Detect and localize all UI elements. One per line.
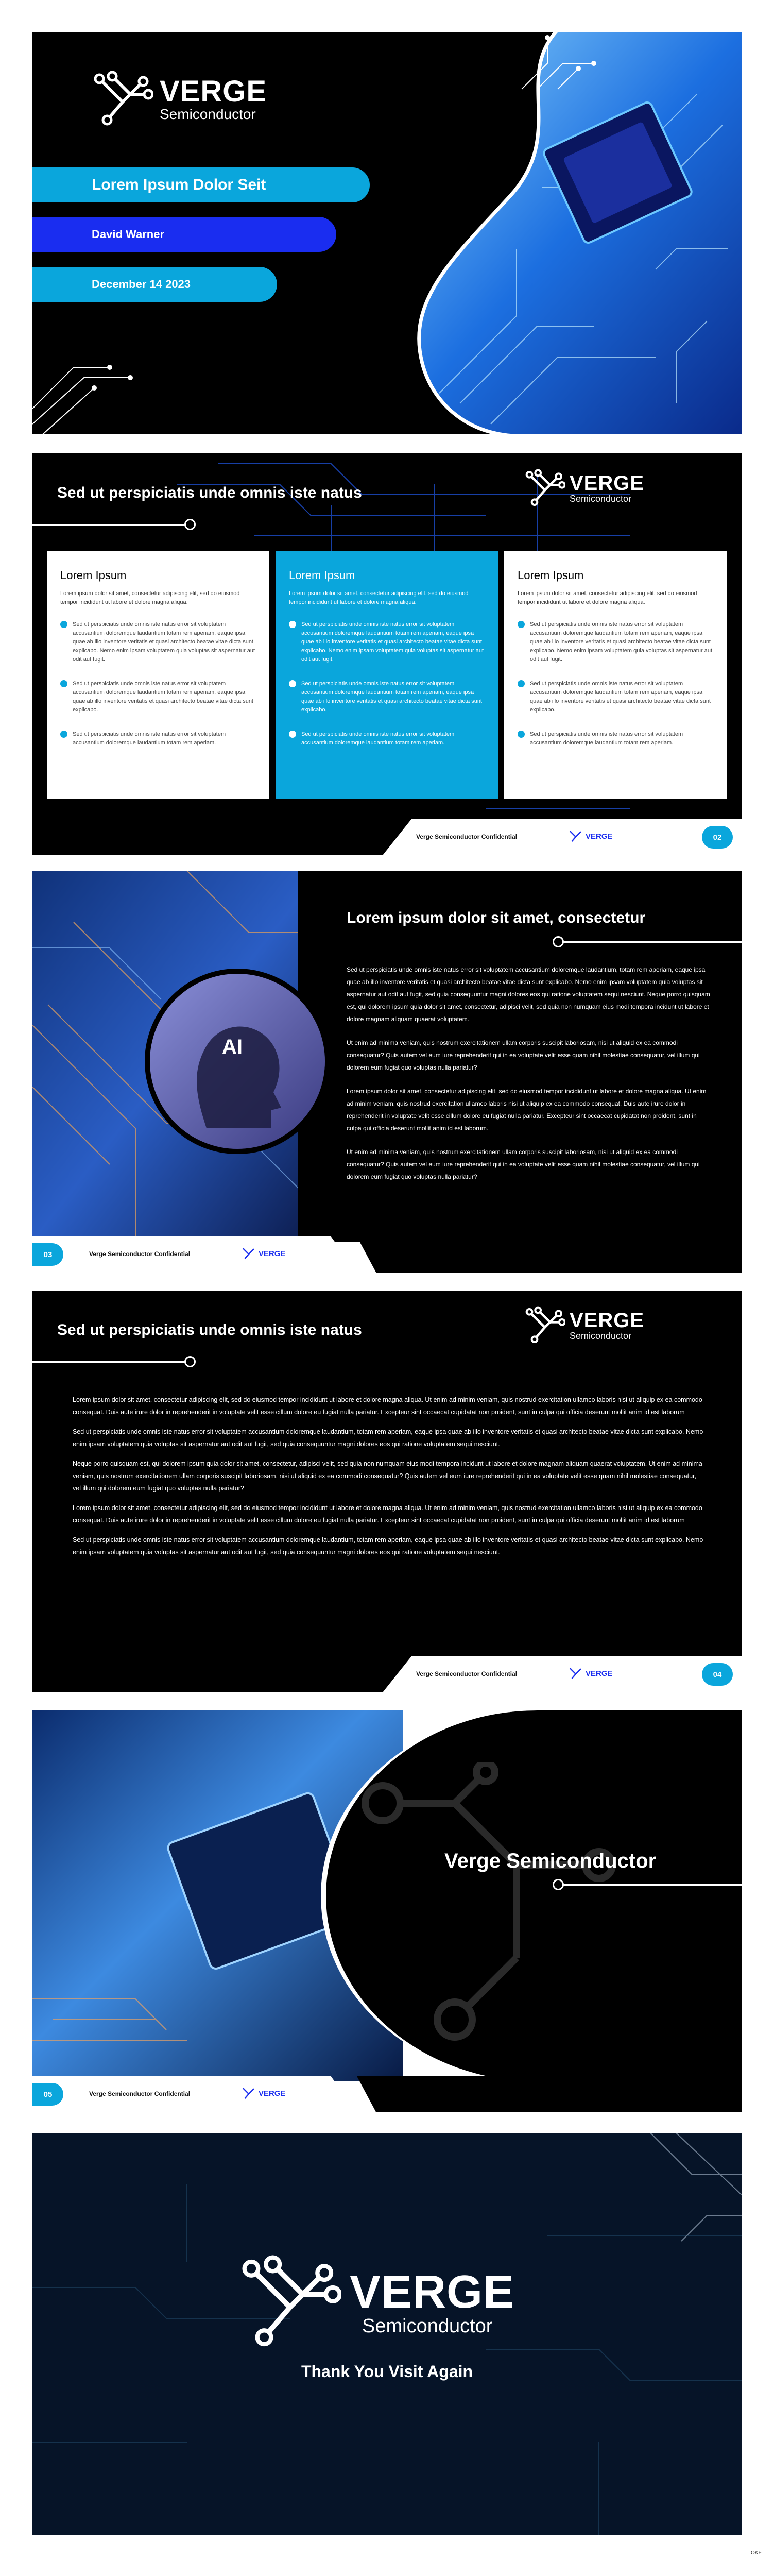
- bullet-icon: [289, 680, 296, 687]
- footer-logo: [568, 1666, 613, 1681]
- footer: [32, 2076, 357, 2112]
- paragraph: Ut enim ad minima veniam, quis nostrum exercitationem ullam corporis suscipit laboriosam, nisi ut aliquid ex ea commodi consequatur? Quis autem vel eum iure reprehenderit qui in ea voluptate velit esse quam nihil molestiae consequatur, vel illum qui dolorem eum fugiat quo voluptas nulla pariatur?: [347, 1148, 700, 1180]
- footer-brand: VERGE: [259, 2089, 286, 2098]
- title-underline: [32, 1361, 187, 1363]
- paragraph: Sed ut perspiciatis unde omnis iste natus error sit voluptatem accusantium doloremque laudantium, totam rem aperiam, eaque ipsa quae ab illo inventore veritatis et quasi architecto beatae vitae dicta sunt explicabo. Nemo enim ipsam voluptatem quia voluptas sit aspernatur aut odit aut fugit, sed quia consequuntur magni dolores eos qui ratione voluptatem sequi nesciunt. Neque porro quisquam est, qui dolorem ipsum quia dolor sit amet, consectetur, adipisci velit, sed quia non numquam eius modi tempora incidunt ut labore et dolore magnam aliquam quaerat voluptatem.: [347, 966, 710, 1023]
- logo: [92, 69, 267, 130]
- circuit-decor-icon: [32, 347, 151, 434]
- logo: [238, 2251, 514, 2354]
- list-item: Sed ut perspiciatis unde omnis iste natus error sit voluptatem accusantium doloremque laudantium totam rem aperiam.: [60, 730, 256, 748]
- paragraph: Lorem ipsum dolor sit amet, consectetur adipiscing elit, sed do eiusmod tempor incididunt ut labore et dolore magna aliqua. Ut enim ad minim veniam, quis nostrud exercitation ullamco laboris nisi ut aliquip ex ea commodo consequat. Duis aute irure dolor in reprehenderit in voluptate velit esse cillum dolore eu fugiat nulla pariatur. Excepteur sint occaecat cupidatat non proident, sunt in culpa qui officia deserunt mollit anim id est laborum: [73, 1504, 702, 1524]
- brand-sub: Semiconductor: [570, 493, 632, 504]
- footer-brand: VERGE: [259, 1249, 286, 1258]
- ai-head-icon: [150, 974, 325, 1149]
- card-1: [47, 551, 269, 799]
- footer-label: Verge Semiconductor Confidential: [416, 833, 518, 840]
- page-number: 02: [702, 826, 733, 849]
- body-text: [347, 963, 712, 1194]
- footer-label: Verge Semiconductor Confidential: [416, 1670, 518, 1677]
- title-underline-node: [553, 1879, 564, 1890]
- list-item: Sed ut perspiciatis unde omnis iste natus error sit voluptatem accusantium doloremque laudantium totam rem aperiam, eaque ipsa quae ab illo inventore veritatis et quasi architecto beatae vitae dicta sunt explicabo.: [60, 680, 256, 715]
- date-pill: December 14 2023: [32, 267, 277, 302]
- network-decor-icon: [352, 1762, 640, 2050]
- list-item: Sed ut perspiciatis unde omnis iste natus error sit voluptatem accusantium doloremque laudantium totam rem aperiam, eaque ipsa quae ab illo inventore veritatis et quasi architecto beatae vitae dicta sunt explicabo. Nemo enim ipsam voluptatem quia voluptas sit aspernatur aut odit aut fugit.: [60, 620, 256, 664]
- slide-cards: [32, 453, 742, 855]
- slide-title: Verge Semiconductor: [444, 1850, 657, 1872]
- title-underline-node: [184, 1356, 196, 1367]
- page-number: 03: [32, 1243, 63, 1266]
- footer-label: Verge Semiconductor Confidential: [89, 1250, 191, 1258]
- slide-ai: [32, 871, 742, 1273]
- verge-logo-icon: [241, 2086, 256, 2101]
- footer-logo: [568, 828, 613, 844]
- slide-thanks: [32, 2133, 742, 2535]
- paragraph: Lorem ipsum dolor sit amet, consectetur adipiscing elit, sed do eiusmod tempor incididunt ut labore et dolore magna aliqua. Ut enim ad minim veniam, quis nostrud exercitation ullamco laboris nisi ut aliquip ex ea commodo consequat. Duis aute irure dolor in reprehenderit in voluptate velit esse cillum dolore eu fugiat nulla pariatur. Excepteur sint occaecat cupidatat non proident, sunt in culpa qui officia deserunt mollit anim id est laborum.: [347, 1088, 707, 1132]
- slide-title: Sed ut perspiciatis unde omnis iste natus: [57, 1321, 362, 1338]
- bullet-icon: [60, 621, 67, 628]
- slide-title: Lorem ipsum dolor sit amet, consectetur: [347, 909, 646, 926]
- bullet-icon: [289, 621, 296, 628]
- body-text: [73, 1394, 706, 1566]
- footer-brand: VERGE: [586, 1669, 613, 1678]
- slide-title: Sed ut perspiciatis unde omnis iste natus: [57, 484, 362, 501]
- bullet-icon: [60, 731, 67, 738]
- card-lead: Lorem ipsum dolor sit amet, consectetur adipiscing elit, sed do eiusmod tempor incididunt ut labore et dolore magna aliqua.: [60, 590, 240, 605]
- list-item: Sed ut perspiciatis unde omnis iste natus error sit voluptatem accusantium doloremque laudantium totam rem aperiam, eaque ipsa quae ab illo inventore veritatis et quasi architecto beatae vitae dicta sunt explicabo. Nemo enim ipsam voluptatem quia voluptas sit aspernatur aut odit aut fugit.: [289, 620, 485, 664]
- logo: [524, 1305, 644, 1346]
- page-number: 05: [32, 2083, 63, 2106]
- verge-logo-icon: [568, 828, 583, 844]
- logo: [524, 468, 644, 509]
- brand-name: VERGE: [160, 75, 267, 108]
- card-3: [504, 551, 727, 799]
- list-item: Sed ut perspiciatis unde omnis iste natus error sit voluptatem accusantium doloremque laudantium totam rem aperiam, eaque ipsa quae ab illo inventore veritatis et quasi architecto beatae vitae dicta sunt explicabo.: [289, 680, 485, 715]
- verge-logo-icon: [241, 1246, 256, 1261]
- author-pill: David Warner: [32, 217, 336, 252]
- list-item: Sed ut perspiciatis unde omnis iste natus error sit voluptatem accusantium doloremque laudantium totam rem aperiam, eaque ipsa quae ab illo inventore veritatis et quasi architecto beatae vitae dicta sunt explicabo.: [518, 680, 713, 715]
- card-heading: Lorem Ipsum: [518, 569, 584, 582]
- bullet-icon: [289, 731, 296, 738]
- paragraph: Sed ut perspiciatis unde omnis iste natus error sit voluptatem accusantium doloremque laudantium, totam rem aperiam, eaque ipsa quae ab illo inventore veritatis et quasi architecto beatae vitae dicta sunt explicabo. Nemo enim ipsam voluptatem quia voluptas sit aspernatur aut odit aut fugit, sed quia consequuntur magni dolores eos qui ratione voluptatem sequi nesciunt.: [73, 1536, 703, 1556]
- footer-brand: VERGE: [586, 832, 613, 841]
- footer: [32, 1236, 357, 1273]
- verge-logo-icon: [524, 1305, 565, 1346]
- verge-logo-icon: [568, 1666, 583, 1681]
- card-lead: Lorem ipsum dolor sit amet, consectetur adipiscing elit, sed do eiusmod tempor incididunt ut labore et dolore magna aliqua.: [289, 590, 469, 605]
- bullet-icon: [518, 621, 525, 628]
- card-2: [276, 551, 498, 799]
- card-heading: Lorem Ipsum: [60, 569, 127, 582]
- slide-text: [32, 1291, 742, 1692]
- paragraph: Sed ut perspiciatis unde omnis iste natus error sit voluptatem accusantium doloremque laudantium, totam rem aperiam, eaque ipsa quae ab illo inventore veritatis et quasi architecto beatae vitae dicta sunt explicabo. Nemo enim ipsam voluptatem quia voluptas sit aspernatur aut odit aut fugit, sed quia consequuntur magni dolores eos qui ratione voluptatem sequi nesciunt.: [73, 1428, 703, 1448]
- footer-right: [357, 2076, 742, 2112]
- brand-name: VERGE: [570, 1309, 645, 1332]
- verge-logo-icon: [524, 468, 565, 509]
- brand-name: VERGE: [570, 471, 645, 495]
- thanks-text: Thank You Visit Again: [301, 2362, 473, 2381]
- ai-label: AI: [222, 1036, 243, 1058]
- bullet-icon: [60, 680, 67, 687]
- bullet-icon: [518, 731, 525, 738]
- paragraph: Neque porro quisquam est, qui dolorem ipsum quia dolor sit amet, consectetur, adipisci velit, sed quia non numquam eius modi tempora incidunt ut labore et dolore magnam aliquam quaerat voluptatem. Ut enim ad minima veniam, quis nostrum exercitationem ullam corporis suscipit laboriosam, nisi ut aliquid ex ea commodi consequatur? Quis autem vel eum iure reprehenderit qui in ea voluptate velit esse quam nihil molestiae consequatur, vel illum qui dolorem eum fugiat quo voluptas nulla pariatur?: [73, 1460, 702, 1492]
- title-underline: [563, 941, 742, 943]
- list-item: Sed ut perspiciatis unde omnis iste natus error sit voluptatem accusantium doloremque laudantium totam rem aperiam.: [289, 730, 485, 748]
- title-pill: Lorem Ipsum Dolor Seit: [32, 167, 370, 202]
- page-number: 04: [702, 1663, 733, 1686]
- brand-sub: Semiconductor: [160, 106, 256, 122]
- title-underline-node: [184, 519, 196, 530]
- paragraph: Ut enim ad minima veniam, quis nostrum exercitationem ullam corporis suscipit laboriosam, nisi ut aliquid ex ea commodi consequatur? Quis autem vel eum iure reprehenderit qui in ea voluptate velit esse quam nihil molestiae consequatur, vel illum qui dolorem eum fugiat quo voluptas nulla pariatur?: [347, 1039, 700, 1071]
- title-underline: [563, 1884, 742, 1886]
- footer-logo: [241, 2086, 286, 2101]
- verge-logo-icon: [238, 2251, 341, 2354]
- footer-label: Verge Semiconductor Confidential: [89, 2090, 191, 2097]
- verge-logo-icon: [92, 69, 153, 130]
- slide-cover: [32, 32, 742, 434]
- brand-sub: Semiconductor: [570, 1330, 632, 1341]
- list-item: Sed ut perspiciatis unde omnis iste natus error sit voluptatem accusantium doloremque laudantium totam rem aperiam, eaque ipsa quae ab illo inventore veritatis et quasi architecto beatae vitae dicta sunt explicabo. Nemo enim ipsam voluptatem quia voluptas sit aspernatur aut odit aut fugit.: [518, 620, 713, 664]
- footer-right: [357, 1236, 742, 1273]
- card-heading: Lorem Ipsum: [289, 569, 355, 582]
- ai-badge: [145, 969, 330, 1154]
- bullet-icon: [518, 680, 525, 687]
- title-underline-node: [553, 936, 564, 947]
- brand-name: VERGE: [350, 2266, 515, 2318]
- corner-mark: OKF: [751, 2550, 762, 2556]
- card-lead: Lorem ipsum dolor sit amet, consectetur adipiscing elit, sed do eiusmod tempor incididunt ut labore et dolore magna aliqua.: [518, 590, 697, 605]
- list-item: Sed ut perspiciatis unde omnis iste natus error sit voluptatem accusantium doloremque laudantium totam rem aperiam.: [518, 730, 713, 748]
- brand-sub: Semiconductor: [362, 2315, 493, 2337]
- footer-logo: [241, 1246, 286, 1261]
- title-underline: [32, 524, 187, 526]
- circuit-decor-icon: [517, 32, 620, 94]
- paragraph: Lorem ipsum dolor sit amet, consectetur adipiscing elit, sed do eiusmod tempor incididunt ut labore et dolore magna aliqua. Ut enim ad minim veniam, quis nostrud exercitation ullamco laboris nisi ut aliquip ex ea commodo consequat. Duis aute irure dolor in reprehenderit in voluptate velit esse cillum dolore eu fugiat nulla pariatur. Excepteur sint occaecat cupidatat non proident, sunt in culpa qui officia deserunt mollit anim id est laborum: [73, 1396, 702, 1416]
- slide-brand: [32, 1710, 742, 2112]
